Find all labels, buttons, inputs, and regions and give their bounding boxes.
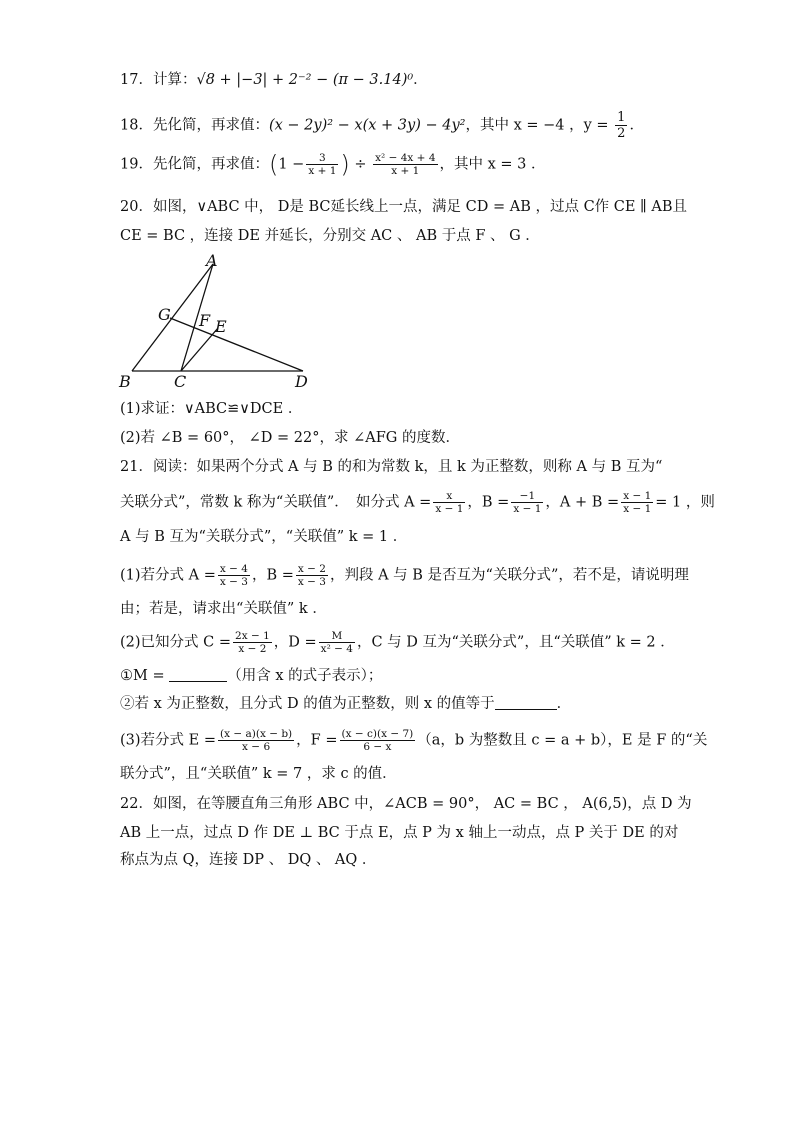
question-21-part-2-i: ①M = （用含 x 的式子表示）； [120, 668, 383, 684]
q21-p1-b: $\frac{x - 2}{x - 3}$ [297, 563, 326, 588]
label-b: B [119, 372, 131, 390]
q21-example-a: $\frac{x}{x - 1}$ [435, 490, 464, 515]
q21-p3-f: $\frac{(x - c)(x - 7)}{6 - x}$ [341, 728, 414, 753]
q21-p2-c: $\frac{2x - 1}{x - 2}$ [235, 630, 270, 655]
answer-blank-m[interactable] [169, 667, 227, 682]
q19-fraction-1: $\frac{3}{x + 1}$ [308, 152, 337, 177]
question-22-line-2: AB 上一点，过点 D 作 DE ⊥ BC 于点 E，点 P 为 x 轴上一动点，点 P 关于 DE 的对 [120, 825, 679, 841]
question-20-part-1: (1)求证：∨ABC≌∨DCE ． [120, 401, 303, 417]
q21-example-sum: $\frac{x - 1}{x - 1}$ [623, 490, 652, 515]
q19-fraction-2: $\frac{\text{x² − 4x + 4}}{x + 1}$ [375, 152, 436, 177]
label-g: G [158, 305, 171, 324]
question-22-line-1: 22．如图，在等腰直角三角形 ABC 中，∠ACB = 90°， AC = BC ， A(6,5)，点 D 为 [120, 796, 692, 812]
question-21-part-1: (1)若分式 A = $\frac{x - 4}{x - 3}$ ，B = $\frac{x - 2}{x - 3}$ ，判段 A 与 B 是否互为“关联分式”，若不是，请说明理 [120, 563, 689, 588]
question-21-line-3: A 与 B 互为“关联分式”，“关联值” k = 1 ． [120, 529, 408, 545]
q21-p3-e: $\frac{(x - a)(x - b)}{x - 6}$ [220, 728, 293, 753]
question-18: 18．先化简，再求值：(x − 2y)² − x(x + 3y) − 4y²，其中 x = −4 ，y = $\frac{1}{2}$ ． [120, 110, 644, 141]
triangle-figure [110, 250, 330, 390]
question-21-part-2: (2)已知分式 C = $\frac{2x - 1}{x - 2}$ ，D = $\frac{M}{\text{x² − 4}}$ ，C 与 D 互为“关联分式”，且“关联值” k = 2 ． [120, 630, 675, 655]
q21-p2-d: $\frac{M}{\text{x² − 4}}$ [320, 630, 353, 655]
question-20-line-1: 20．如图，∨ABC 中， D是 BC延长线上一点，满足 CD = AB ，过点 C作 CE ∥ AB且 [120, 199, 687, 215]
question-21-part-3: (3)若分式 E = $\frac{(x - a)(x - b)}{x - 6}$ ，F = $\frac{(x - c)(x - 7)}{6 - x}$ （a，b 为整数且 c = a + b），E 是 F 的“关 [120, 728, 708, 753]
q21-p1-a: $\frac{x - 4}{x - 3}$ [219, 563, 248, 588]
question-19: 19．先化简，再求值：(1 − $\frac{3}{x + 1}$ ) ÷ $\frac{\text{x² − 4x + 4}}{x + 1}$ ，其中 x = 3 ． [120, 150, 546, 179]
q18-expression: (x − 2y)² − x(x + 3y) − 4y² [268, 117, 466, 134]
answer-blank-x[interactable] [495, 695, 557, 710]
label-f: F [199, 311, 211, 330]
question-21-part-3-line-2: 联分式”，且“关联值” k = 7 ，求 c 的值． [120, 766, 397, 782]
label-a: A [206, 251, 218, 270]
q18-y-fraction: $\frac{1}{2}$ [617, 110, 626, 141]
label-e: E [215, 317, 227, 336]
label-d: D [295, 372, 308, 390]
question-21-line-2: 关联分式”，常数 k 称为“关联值”． 如分式 A = $\frac{x}{x - 1}$ ，B = $\frac{-1}{x - 1}$ ，A + B = $\frac{x - 1}{x - 1}$ = 1 ，则 [120, 490, 715, 515]
question-20-part-2: (2)若 ∠B = 60°， ∠D = 22°，求 ∠AFG 的度数． [120, 430, 460, 446]
question-21-part-1-line-2: 由；若是，请求出“关联值” k ． [120, 601, 327, 617]
question-21-line-1: 21．阅读：如果两个分式 A 与 B 的和为常数 k，且 k 为正整数，则称 A 与 B 互为“ [120, 459, 663, 475]
segment-gd [170, 318, 303, 371]
question-21-part-2-ii: ②若 x 为正整数，且分式 D 的值为正整数，则 x 的值等于 ． [120, 696, 572, 712]
question-17: 17．计算：√8 + |−3| + 2⁻² − (π − 3.14)⁰． [120, 72, 428, 88]
label-c: C [174, 372, 187, 390]
question-22-line-3: 称点为点 Q，连接 DP 、 DQ 、 AQ ． [120, 852, 377, 868]
q17-expression: √8 + |−3| + 2⁻² − (π − 3.14)⁰ [196, 72, 414, 88]
question-20-line-2: CE = BC ，连接 DE 并延长，分别交 AC 、 AB 于点 F 、 G ． [120, 228, 540, 244]
q21-example-b: $\frac{-1}{x - 1}$ [513, 490, 542, 515]
